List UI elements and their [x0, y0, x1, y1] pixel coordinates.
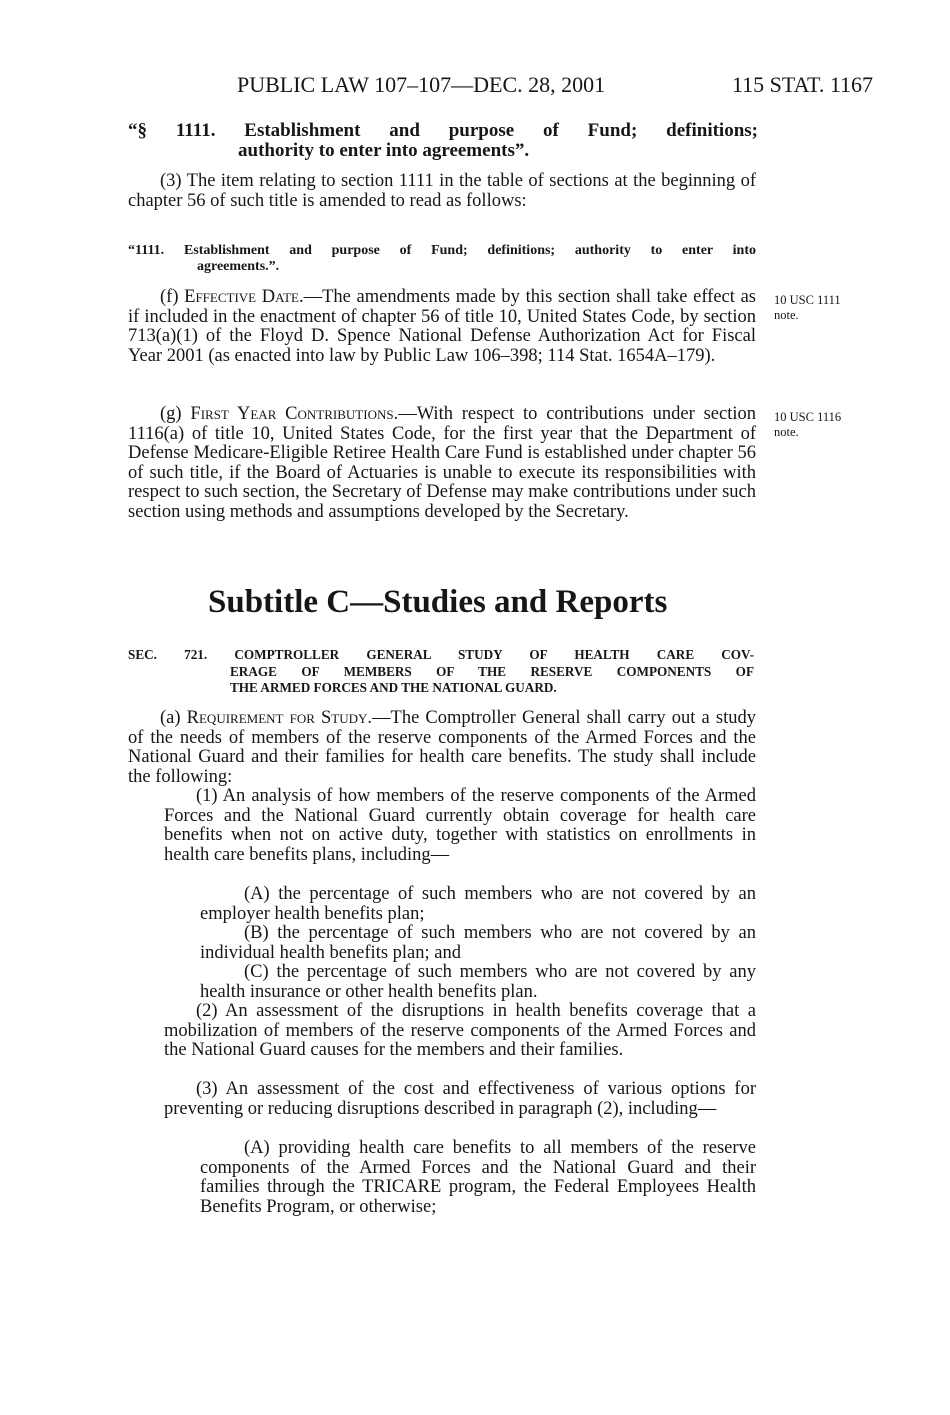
statute-page-number: 115 STAT. 1167 — [732, 72, 874, 97]
section-1111-heading — [128, 121, 758, 161]
margin-note-2-citation: 10 USC 1116 — [774, 410, 842, 424]
item-1B-individual-plan: (B) the percentage of such members who are not covered by an individual health benefits plan; and — [200, 923, 756, 963]
item-3-assessment-cost: (3) An assessment of the cost and effectiveness of various options for preventing or reducing disruptions described in paragraph (2), including— — [164, 1079, 756, 1119]
item-1C-any-plan: (C) the percentage of such members who are not covered by any health insurance or other health benefits plan. — [200, 962, 756, 1002]
sec-721-heading — [128, 647, 754, 697]
table-item-line2: agreements.”. — [197, 258, 280, 274]
paragraph-a-label: (a) — [160, 708, 187, 728]
paragraph-f-caption: Effective Date — [184, 287, 299, 307]
sec-721-heading-line3: THE ARMED FORCES AND THE NATIONAL GUARD. — [230, 680, 557, 695]
running-header-title: PUBLIC LAW 107–107—DEC. 28, 2001 — [237, 72, 606, 97]
subtitle-heading: Subtitle C—Studies and Reports — [208, 584, 668, 620]
item-3A-providing-benefits: (A) providing health care benefits to all members of the reserve components of the Armed Forces and the National Guard and their families through the TRICARE program, the Federal Employees Health Benefits Program, or otherwise; — [200, 1138, 756, 1217]
table-item-line1: “1111. Establishment and purpose of Fund; definitions; authority to enter into — [128, 243, 756, 258]
paragraph-a-text: .—The Comptroller General shall carry out a study of the needs of members of the reserve components of the Armed Forces and the National Guard and their families for health care benefits. The study shall include the following: — [128, 708, 756, 787]
paragraph-f-text: .—The amendments made by this section shall take effect as if included in the enactment of chapter 56 of title 10, United States Code, by section 713(a)(1) of the Floyd D. Spence National Defense Authorization Act for Fiscal Year 2001 (as enacted into law by Public Law 106–398; 114 Stat. 1654A–179). — [128, 287, 756, 366]
margin-note-1-label: note. — [774, 308, 799, 322]
paragraph-g-text: .—With respect to contributions under section 1116(a) of title 10, United States Code, for the first year that the Department of Defense Medicare-Eligible Retiree Health Care Fund is established under chapter 56 of such title, if the Board of Actuaries is unable to execute its responsibilities with respect to such section, the Secretary of Defense may make contributions under such section using methods and assumptions developed by the Secretary. — [128, 404, 756, 522]
paragraph-f-effective-date — [128, 288, 756, 366]
table-of-sections-item — [128, 243, 756, 274]
section-heading-line2: authority to enter into agreements”. — [238, 140, 530, 161]
margin-note-10-usc-1116 — [774, 410, 841, 440]
margin-note-10-usc-1111 — [774, 293, 841, 323]
sec-721-heading-line2: ERAGE OF MEMBERS OF THE RESERVE COMPONENTS OF — [230, 663, 754, 679]
paragraph-3: (3) The item relating to section 1111 in the table of sections at the beginning of chapter 56 of such title is amended to read as follows: — [128, 171, 756, 211]
paragraph-f-label: (f) — [160, 287, 185, 307]
paragraph-g-first-year-contributions — [128, 405, 756, 523]
sec-721-heading-line1: SEC. 721. COMPTROLLER GENERAL STUDY OF HEALTH CARE COV- — [128, 647, 754, 662]
paragraph-g-label: (g) — [160, 404, 191, 424]
item-2-assessment-disruptions: (2) An assessment of the disruptions in health benefits coverage that a mobilization of members of the reserve components of the Armed Forces and the National Guard causes for the members and their families. — [164, 1001, 756, 1061]
margin-note-1-citation: 10 USC 1111 — [774, 293, 841, 307]
margin-note-2-label: note. — [774, 425, 799, 439]
paragraph-a-caption: Requirement for Study — [186, 708, 368, 728]
paragraph-a-requirement-for-study — [128, 709, 756, 787]
item-1A-employer-plan: (A) the percentage of such members who are not covered by an employer health benefits plan; — [200, 884, 756, 924]
paragraph-g-caption: First Year Contributions — [190, 404, 394, 424]
item-1-analysis: (1) An analysis of how members of the reserve components of the Armed Forces and the National Guard currently obtain coverage for health care benefits when not on active duty, together with statistics on enrollments in health care benefits plans, including— — [164, 786, 756, 865]
section-heading-line1: “§ 1111. Establishment and purpose of Fund; definitions; — [128, 120, 758, 141]
